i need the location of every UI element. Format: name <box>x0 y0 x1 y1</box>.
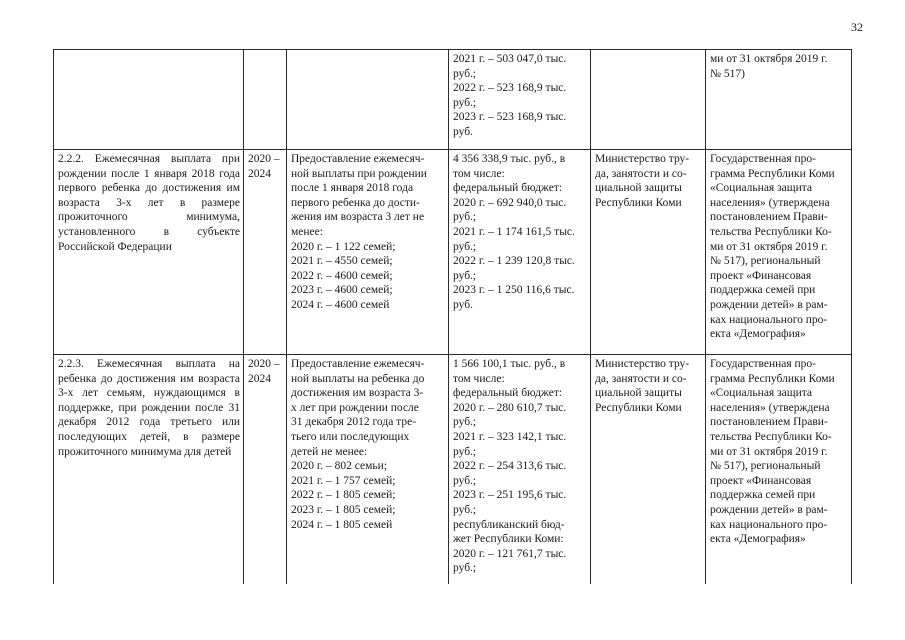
indicator-cell: Предоставление ежемесяч- ной выплаты на ребенка до достижения им возраста 3- х лет при рождении после 31 декабря 2012 года тре- тьего или последующих детей не менее: 2020 г. – 802 семьи; 2021 г. – 1 757 семей; 2022 г. – 1 805 семей; 2023 г. – 1 805 семей; 2024 г. – 1 805 семей <box>287 355 449 585</box>
measure-name-cell: 2.2.2. Ежемесячная выплата при рождении после 1 января 2018 года первого ребенка до достижения им возраста 3-х лет в размере прожиточного минимума, установленного в субъекте Российской Федерации <box>54 150 244 355</box>
funding-cell: 1 566 100,1 тыс. руб., в том числе: федеральный бюджет: 2020 г. – 280 610,7 тыс. руб.; 2021 г. – 323 142,1 тыс. руб.; 2022 г. – 254 313,6 тыс. руб.; 2023 г. – 251 195,6 тыс. руб.; республиканский бюд- жет Республики Коми: 2020 г. – 121 761,7 тыс. руб.; <box>449 355 591 585</box>
basis-cell: Государственная про- грамма Республики Коми «Социальная защита населения» (утверждена постановлением Прави- тельства Республики Ко- ми от 31 октября 2019 г. № 517), региональный проект «Финансовая поддержка семей при рождении детей» в рам- ках национального про- екта «Демография» <box>706 355 852 585</box>
indicator-cell: Предоставление ежемесяч- ной выплаты при рождении после 1 января 2018 года первого ребенка до дости- жения им возраста 3 лет не менее: 2020 г. – 1 122 семей; 2021 г. – 4550 семей; 2022 г. – 4600 семей; 2023 г. – 4600 семей; 2024 г. – 4600 семей <box>287 150 449 355</box>
period-cell <box>244 50 287 150</box>
table-row <box>54 50 852 150</box>
executor-cell <box>591 50 706 150</box>
measures-table <box>53 49 852 584</box>
basis-cell: Государственная про- грамма Республики Коми «Социальная защита населения» (утверждена постановлением Прави- тельства Республики Ко- ми от 31 октября 2019 г. № 517), региональный проект «Финансовая поддержка семей при рождении детей» в рам- ках национального про- екта «Демография» <box>706 150 852 355</box>
page-number: 32 <box>851 20 863 34</box>
funding-cell: 2021 г. – 503 047,0 тыс. руб.; 2022 г. – 523 168,9 тыс. руб.; 2023 г. – 523 168,9 тыс. руб. <box>449 50 591 150</box>
funding-cell: 4 356 338,9 тыс. руб., в том числе: федеральный бюджет: 2020 г. – 692 940,0 тыс. руб.; 2021 г. – 1 174 161,5 тыс. руб.; 2022 г. – 1 239 120,8 тыс. руб.; 2023 г. – 1 250 116,6 тыс. руб. <box>449 150 591 355</box>
indicator-cell <box>287 50 449 150</box>
table-row <box>54 355 852 585</box>
measure-name-cell <box>54 50 244 150</box>
executor-cell: Министерство тру- да, занятости и со- циальной защиты Республики Коми <box>591 150 706 355</box>
period-cell: 2020 – 2024 <box>244 355 287 585</box>
measure-name-cell: 2.2.3. Ежемесячная выплата на ребенка до достижения им возраста 3-х лет семьям, нуждающимся в поддержке, при рождении после 31 декабря 2012 года третьего или последующих детей, в размере прожиточного минимума для детей <box>54 355 244 585</box>
period-cell: 2020 – 2024 <box>244 150 287 355</box>
table-row <box>54 150 852 355</box>
basis-cell: ми от 31 октября 2019 г. № 517) <box>706 50 852 150</box>
executor-cell: Министерство тру- да, занятости и со- циальной защиты Республики Коми <box>591 355 706 585</box>
